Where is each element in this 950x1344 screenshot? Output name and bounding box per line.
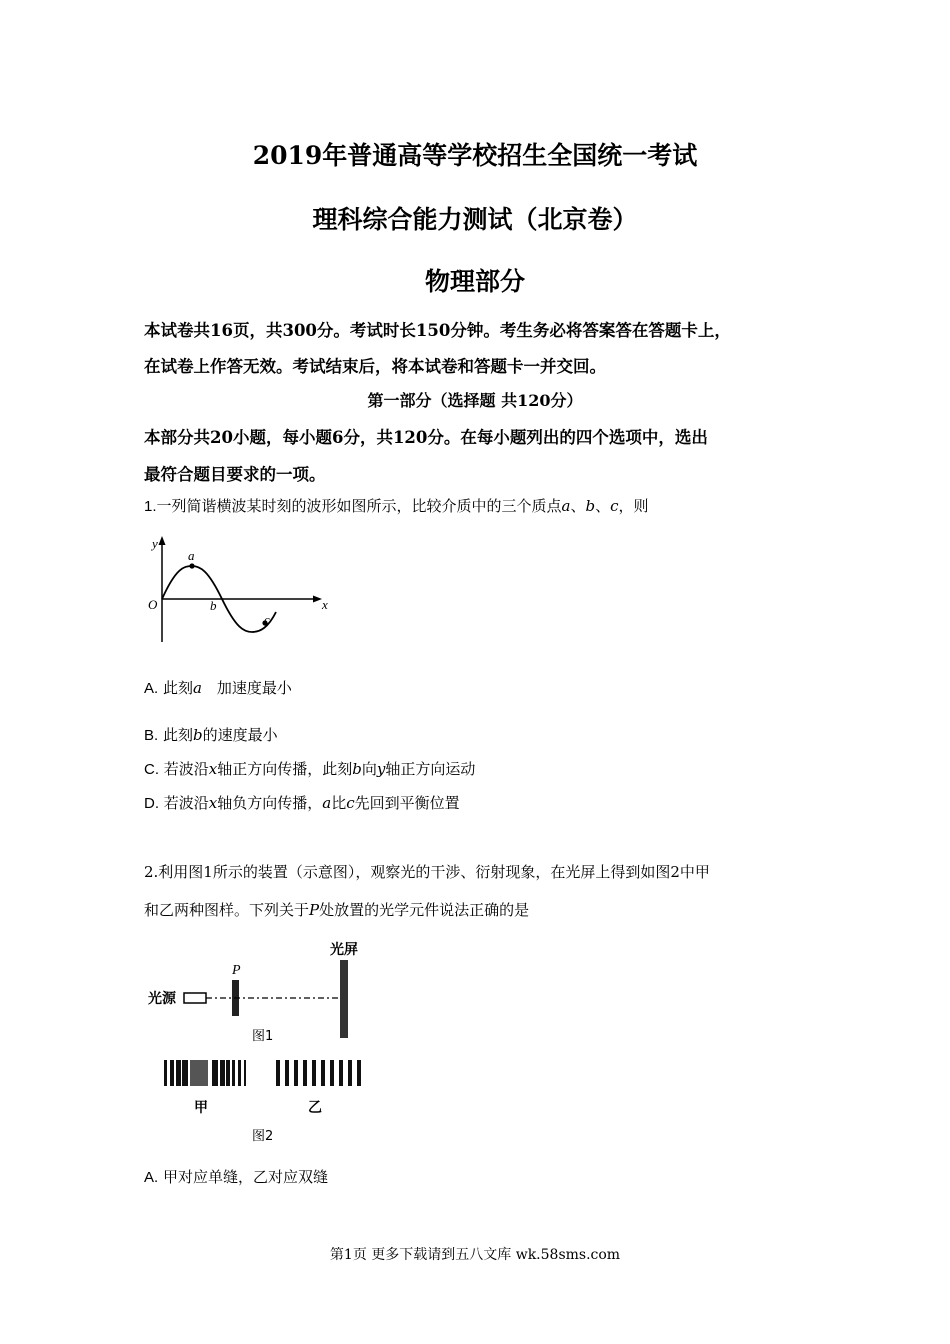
fig2-caption: 图2	[252, 1129, 274, 1144]
p-label: P	[232, 963, 241, 978]
fringe-bar	[348, 1060, 352, 1086]
light-source-label: 光源	[148, 991, 176, 1007]
fringe-bar	[176, 1060, 181, 1086]
point-a-label: a	[188, 548, 195, 563]
pattern-yi	[276, 1060, 361, 1086]
section-title: 物理部分	[424, 267, 525, 296]
fringe-bar	[303, 1060, 307, 1086]
fringe-bar	[212, 1060, 218, 1086]
pattern-jia	[164, 1060, 246, 1086]
wave-figure	[140, 530, 340, 650]
part1-heading: 第一部分（选择题 共120分）	[367, 391, 583, 410]
q2-stem-2: 和乙两种图样。下列关于P处放置的光学元件说法正确的是	[144, 901, 530, 919]
fringe-bar	[226, 1060, 230, 1086]
fringe-bar	[220, 1060, 225, 1086]
fringe-bar	[294, 1060, 298, 1086]
fringe-bar	[238, 1060, 241, 1086]
fringe-bar	[285, 1060, 289, 1086]
fig1-caption: 图1	[252, 1029, 274, 1044]
q1-option-b[interactable]: B. 此刻b的速度最小	[144, 726, 278, 744]
part1-desc-1: 本部分共20小题，每小题6分，共120分。在每小题列出的四个选项中，选出	[144, 428, 708, 447]
fringe-bar	[164, 1060, 167, 1086]
origin-label: O	[148, 597, 158, 612]
fringe-bar	[276, 1060, 280, 1086]
light-source-icon	[184, 993, 206, 1003]
y-axis-label: y	[152, 536, 158, 551]
intro-line-1: 本试卷共16页，共300分。考试时长150分钟。考生务必将答案答在答题卡上，	[144, 321, 731, 340]
q1-stem: 1.一列简谐横波某时刻的波形如图所示，比较介质中的三个质点a、b、c，则	[144, 497, 649, 515]
screen-label: 光屏	[330, 942, 358, 958]
point-a-dot	[189, 563, 194, 568]
fringe-bar	[339, 1060, 343, 1086]
q2-stem-1: 2.利用图1所示的装置（示意图），观察光的干涉、衍射现象，在光屏上得到如图2中甲	[144, 863, 710, 881]
fringe-bar	[357, 1060, 361, 1086]
fringe-bar	[321, 1060, 325, 1086]
x-axis-label: x	[322, 597, 328, 612]
q1-option-c[interactable]: C. 若波沿x轴正方向传播，此刻b向y轴正方向运动	[144, 760, 476, 778]
q1-option-a[interactable]: A. 此刻a 加速度最小	[144, 679, 292, 697]
x-arrow-icon	[313, 596, 322, 603]
page-footer: 第1页 更多下载请到五八文库 wk.58sms.com	[329, 1247, 621, 1263]
q2-option-a[interactable]: A. 甲对应单缝，乙对应双缝	[144, 1168, 328, 1186]
fringe-bar	[232, 1060, 235, 1086]
intro-line-2: 在试卷上作答无效。考试结束后，将本试卷和答题卡一并交回。	[144, 357, 606, 376]
fringe-bar	[170, 1060, 174, 1086]
point-b-label: b	[210, 598, 217, 613]
fringe-bar	[244, 1060, 246, 1086]
exam-title: 2019年普通高等学校招生全国统一考试	[252, 141, 698, 170]
fringe-bar	[182, 1060, 188, 1086]
fringe-bar	[312, 1060, 316, 1086]
exam-subtitle: 理科综合能力测试（北京卷）	[312, 205, 638, 234]
yi-label: 乙	[308, 1100, 322, 1116]
part1-desc-2: 最符合题目要求的一项。	[144, 465, 326, 484]
jia-label: 甲	[194, 1100, 208, 1116]
fringe-central	[190, 1060, 208, 1086]
screen	[340, 960, 348, 1038]
fringe-bar	[330, 1060, 334, 1086]
optics-figure	[140, 936, 380, 1146]
q1-option-d[interactable]: D. 若波沿x轴负方向传播，a比c先回到平衡位置	[144, 794, 460, 812]
y-arrow-icon	[159, 536, 166, 545]
point-c-label: c	[264, 612, 270, 627]
